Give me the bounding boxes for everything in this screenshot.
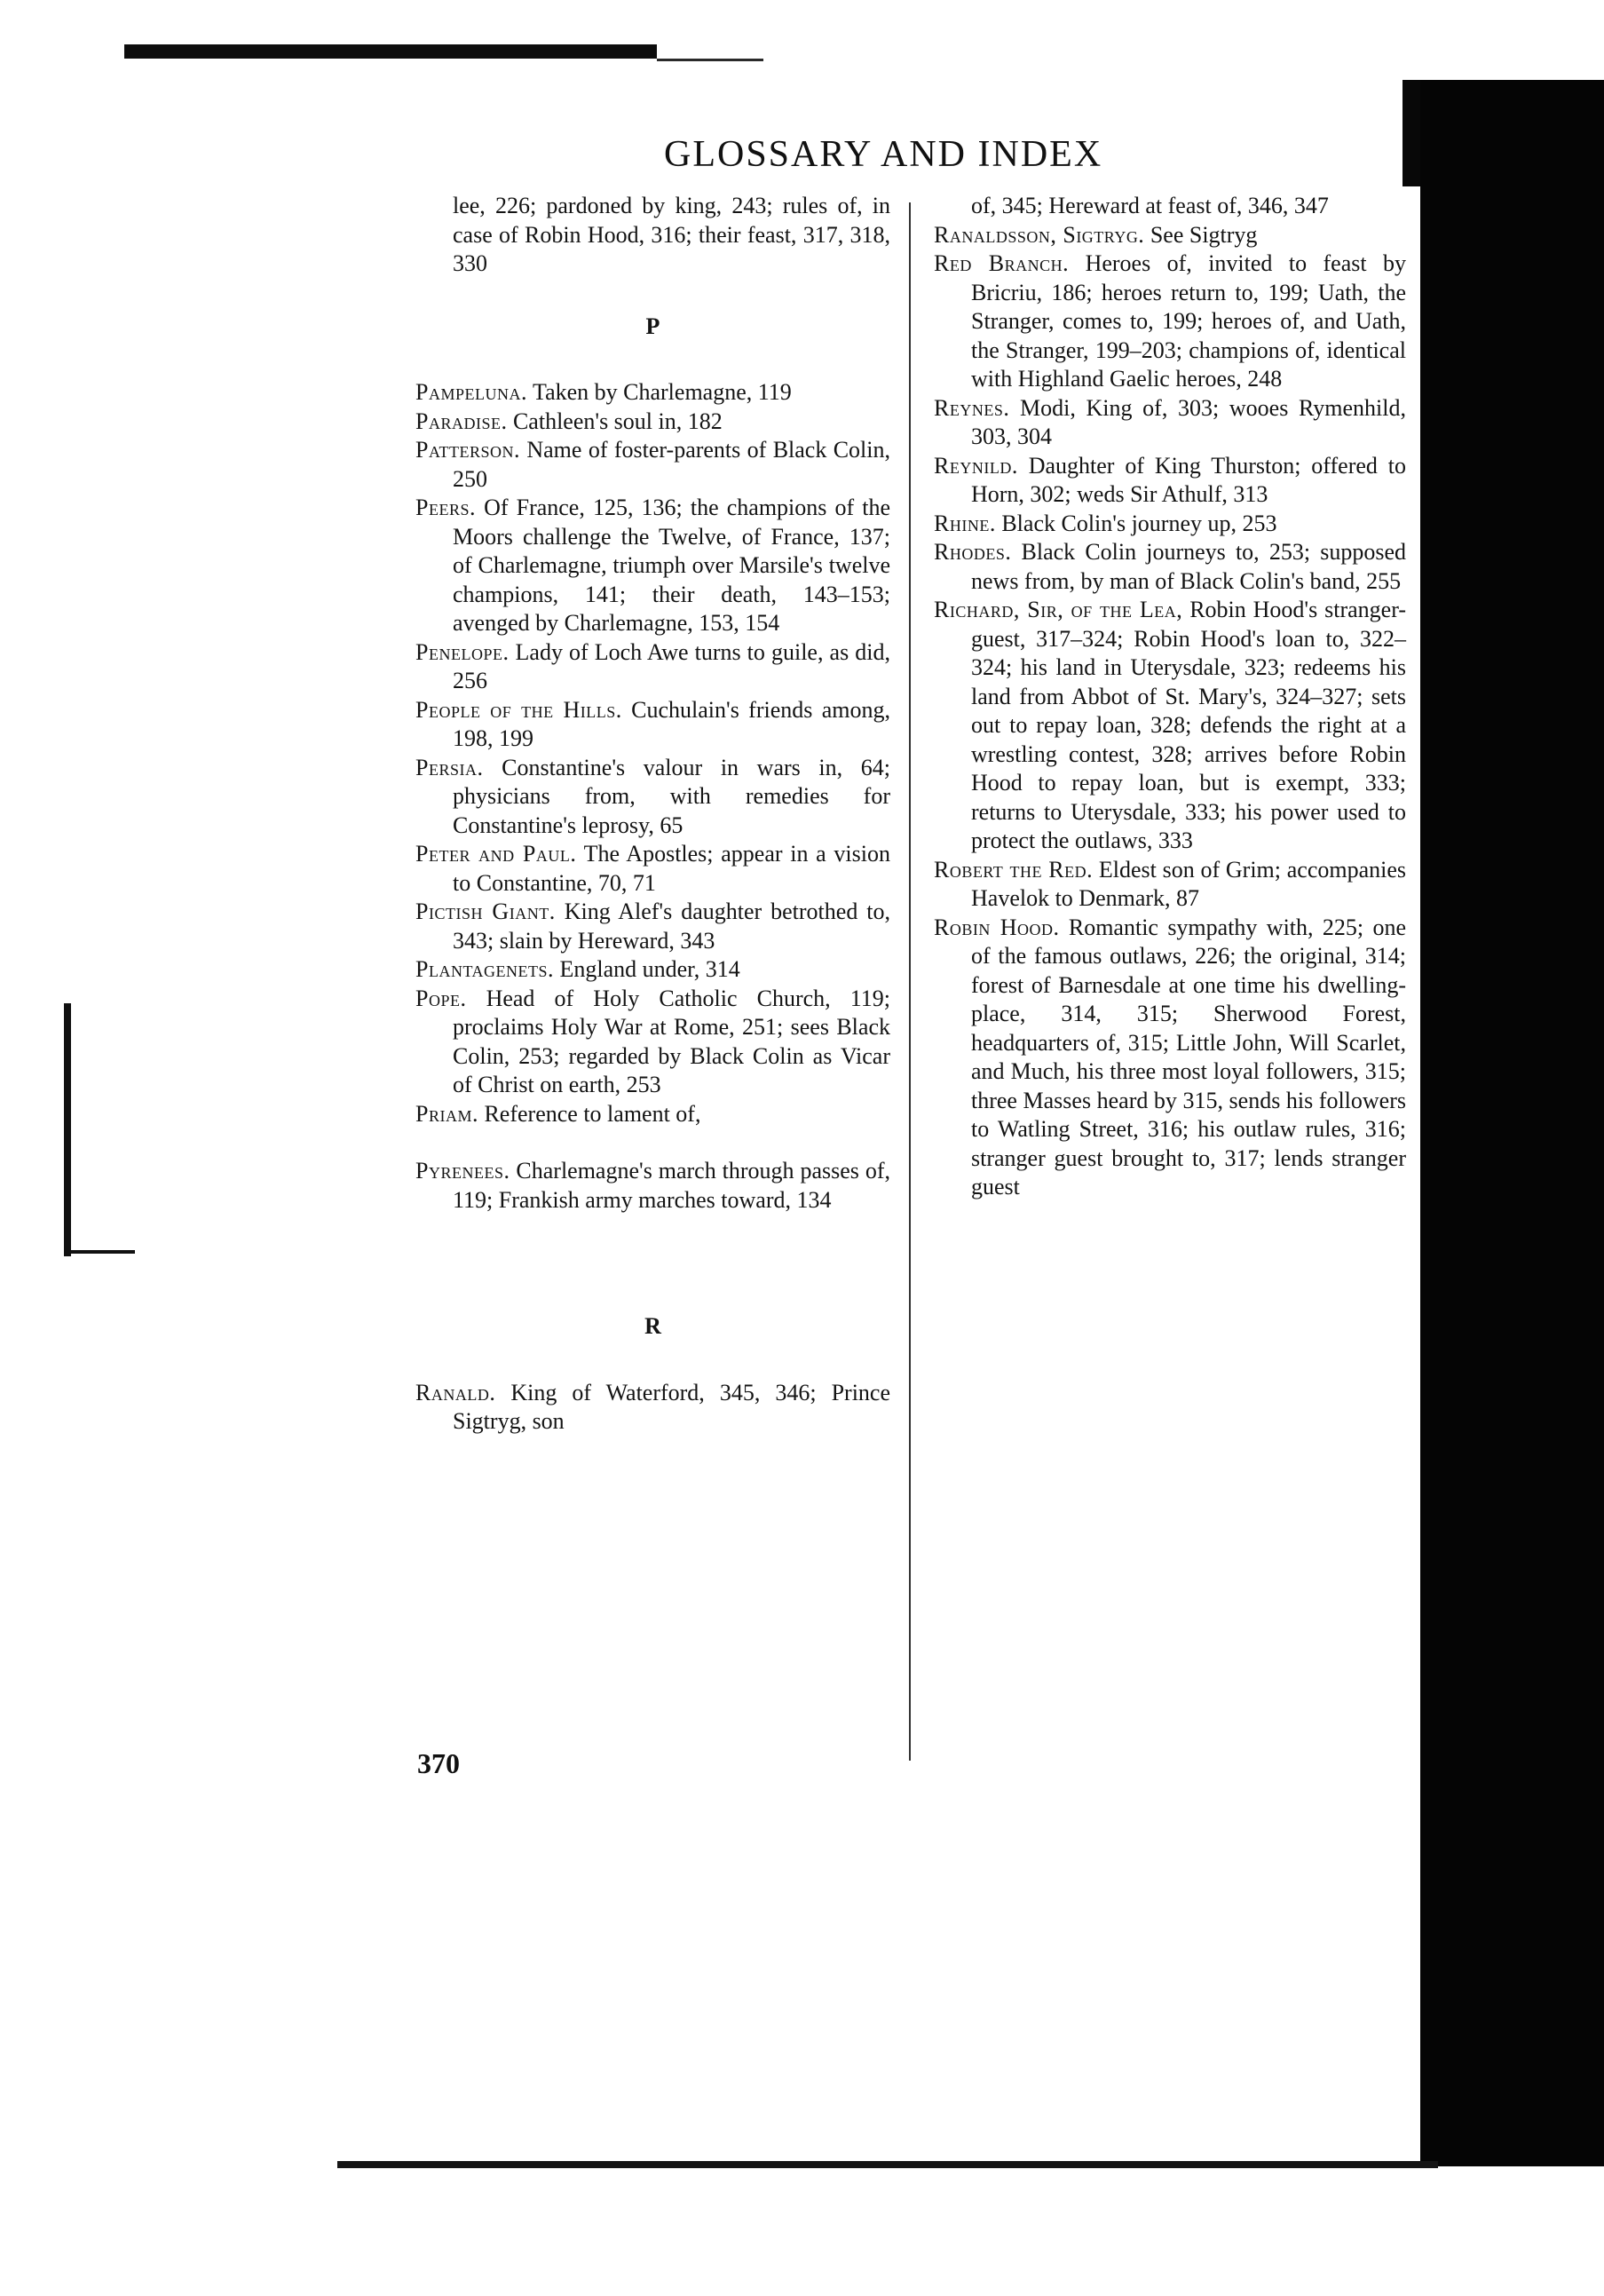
entry-text: Cathleen's soul in, 182 — [512, 408, 723, 434]
entry-headword: Pictish Giant. — [415, 899, 556, 924]
entry-text: The Apostles; appear in a vision to Constantine, 70, 71 — [453, 841, 890, 896]
entry-text: Eldest son of Grim; accompanies Havelok to Denmark, 87 — [971, 856, 1407, 911]
entry-text: Modi, King of, 303; wooes Rymenhild, 303, 304 — [971, 394, 1407, 449]
entry-headword: Patterson. — [415, 437, 520, 463]
entry-headword: Richard, Sir, of the Lea, — [934, 597, 1183, 622]
entry-text: Romantic sympathy with, 225; one of the famous outlaws, 226; the original, 314; forest of Barnesdale at one time his dwelling-place, 314, 315; Sherwood Forest, headquarters of, 315; Little John, Will Scarlet, and Much, his three most loyal followers, 315; three Masses heard by 315, sends his followers to Watling Street, 316; his outlaw rules, 316; stranger guest brought to, 317; lends stranger guest — [971, 914, 1407, 1199]
entry-headword: Red Branch. — [934, 250, 1070, 276]
index-entry — [415, 696, 890, 754]
entry-headword: Pampeluna. — [415, 379, 527, 405]
scan-top-rule-tail — [657, 59, 763, 61]
index-entry — [934, 394, 1406, 452]
entry-headword: Peers. — [415, 495, 476, 520]
continuation-entry: lee, 226; pardoned by king, 243; rules of, in case of Robin Hood, 316; their feast, 317, 318, 330 — [453, 193, 890, 276]
index-entry — [415, 494, 890, 638]
index-entry — [934, 856, 1406, 914]
index-entry — [934, 249, 1406, 394]
entry-text: Cuchulain's friends among, 198, 199 — [453, 696, 890, 751]
entry-headword: Robert the Red. — [934, 856, 1094, 883]
entry-text: Reference to lament of, — [484, 1100, 701, 1127]
entry-text: Robin Hood's stranger-guest, 317–324; Robin Hood's loan to, 322–324; his land in Uterysdale, 323; redeems his land from Abbot of St. Mary's, 324–327; sets out to repay loan, 328; defends the right at a wrestling contest, 328; arrives before Robin Hood to repay loan, but is exempt, 333; returns to Uterysdale, 333; his power used to protect the outlaws, 333 — [971, 597, 1407, 853]
scan-top-rule — [124, 44, 657, 59]
index-entry — [415, 754, 890, 841]
entry-headword: Penelope. — [415, 638, 510, 665]
index-entry — [415, 638, 890, 696]
entry-text: England under, 314 — [559, 956, 740, 982]
entry-headword: Reynild. — [934, 452, 1018, 479]
section-heading-p: P — [645, 313, 660, 339]
entry-headword: Peter and Paul. — [415, 841, 577, 867]
page-number: 370 — [417, 1747, 460, 1779]
entry-headword: Rhine. — [934, 510, 996, 536]
entry-text: Black Colin journeys to, 253; supposed news from, by man of Black Colin's band, 255 — [971, 539, 1406, 594]
entry-headword: Reynes. — [934, 394, 1010, 421]
scan-left-mark-foot — [64, 1250, 135, 1254]
index-entry — [415, 985, 890, 1100]
entry-headword: Priam. — [415, 1100, 478, 1127]
index-entry — [934, 596, 1406, 856]
scan-left-mark — [64, 1003, 71, 1256]
entry-headword: Rhodes. — [934, 539, 1012, 565]
blank-line — [415, 1128, 890, 1157]
index-entry — [415, 436, 890, 494]
entry-headword: Ranaldsson, Sigtryg. — [934, 221, 1145, 248]
entry-text: Heroes of, invited to feast by Bricriu, 186; heroes return to, 199; Uath, the Stranger, comes to, 199; heroes of, and Uath, the Stranger, 199–203; champions of, identical with Highland Gaelic heroes, 248 — [971, 250, 1407, 392]
entry-headword: Plantagenets. — [415, 956, 554, 982]
right-column — [934, 192, 1406, 1202]
entry-headword: Robin Hood. — [934, 914, 1060, 940]
index-entry — [415, 378, 890, 408]
entry-headword: Pope. — [415, 985, 467, 1011]
index-entry — [415, 1157, 890, 1215]
entry-headword: Paradise. — [415, 408, 508, 434]
index-entry — [415, 898, 890, 955]
entry-text: Of France, 125, 136; the champions of the Moors challenge the Twelve, of France, 137; of Charlemagne, triumph over Marsile's twelve champions, 141; their death, 143–153; avenged by Charlemagne, 153, 154 — [453, 495, 891, 636]
index-entry — [934, 510, 1406, 539]
entry-text: Daughter of King Thurston; offered to Horn, 302; weds Sir Athulf, 313 — [971, 452, 1406, 507]
entry-text: Taken by Charlemagne, 119 — [533, 379, 792, 405]
entry-headword: Ranald. — [415, 1379, 496, 1405]
entry-text: King Alef's daughter betrothed to, 343; slain by Hereward, 343 — [453, 899, 891, 954]
entry-text: Lady of Loch Awe turns to guile, as did, 256 — [453, 638, 890, 693]
section-heading-r: R — [644, 1313, 661, 1339]
index-entry — [934, 221, 1406, 250]
entry-text: See Sigtryg — [1150, 221, 1258, 248]
entry-headword: Persia. — [415, 754, 484, 780]
index-entry — [934, 452, 1406, 510]
blank-space — [415, 1215, 890, 1279]
entry-headword: People of the Hills. — [415, 696, 622, 723]
entry-text: Head of Holy Catholic Church, 119; proclaims Holy War at Rome, 251; sees Black Colin, 253; regarded by Black Colin as Vicar of Christ on earth, 253 — [453, 985, 891, 1097]
index-entry — [934, 914, 1406, 1202]
scan-right-edge-shadow — [1420, 80, 1604, 2166]
index-entry — [415, 955, 890, 985]
entry-text: Charlemagne's march through passes of, 119; Frankish army marches toward, 134 — [453, 1158, 890, 1213]
index-entry — [415, 1379, 890, 1437]
index-entry — [415, 840, 890, 898]
page-title: GLOSSARY AND INDEX — [664, 134, 1103, 175]
entry-text: Constantine's valour in wars in, 64; physicians from, with remedies for Constantine's leprosy, 65 — [453, 754, 890, 838]
continuation-entry: of, 345; Hereward at feast of, 346, 347 — [971, 193, 1329, 218]
entry-headword: Pyrenees. — [415, 1158, 510, 1184]
column-divider — [909, 202, 911, 1761]
index-entry — [934, 538, 1406, 596]
index-entry — [415, 1100, 890, 1129]
entry-text: King of Waterford, 345, 346; Prince Sigtryg, son — [453, 1379, 890, 1434]
scan-bottom-rule — [337, 2161, 1438, 2168]
entry-text: Black Colin's journey up, 253 — [1001, 510, 1277, 536]
index-entry — [415, 408, 890, 437]
entry-text: Name of foster-parents of Black Colin, 250 — [453, 437, 891, 492]
left-column — [415, 192, 890, 1437]
